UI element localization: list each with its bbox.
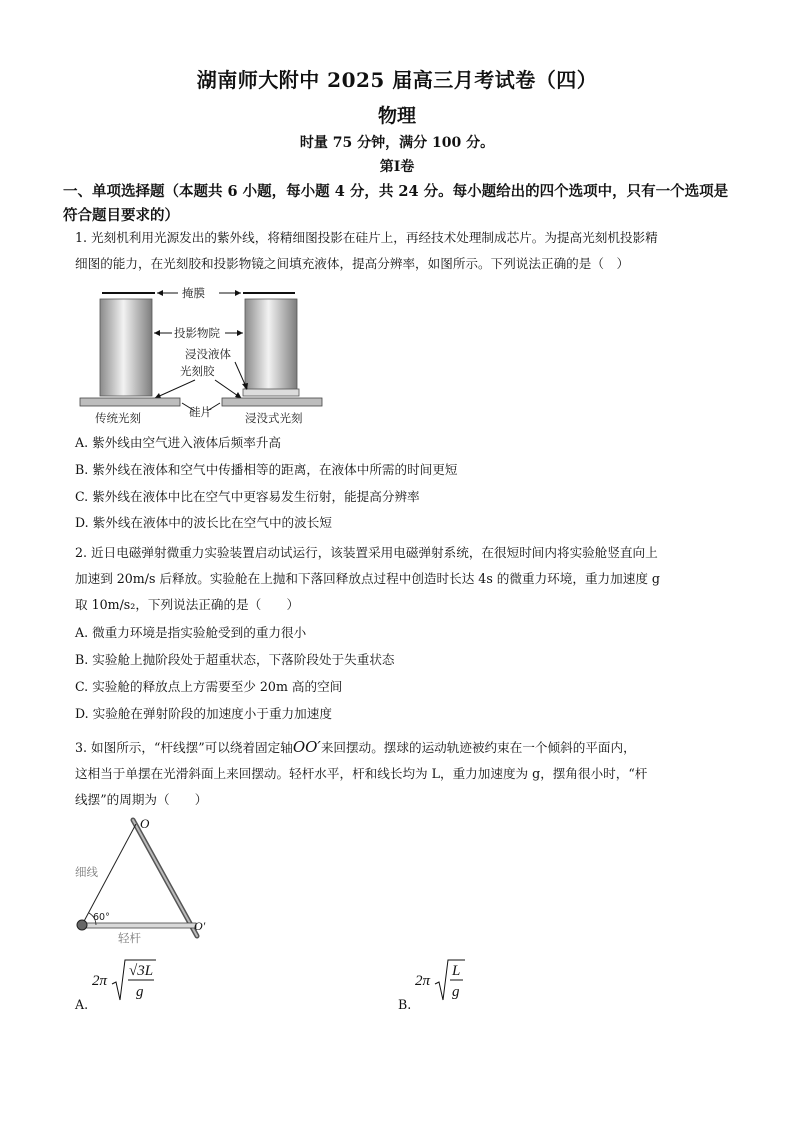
q3-option-b-label: B. [398, 997, 412, 1012]
q2-stem-line-2: 加速到 20m/s 后释放。实验舱在上抛和下落回释放点过程中创造时长达 4s 的微重力环境，重力加速度 g [75, 571, 660, 586]
question-1-stem [75, 225, 735, 277]
lithography-figure [75, 285, 330, 430]
q1-stem-line-1: 1. 光刻机利用光源发出的紫外线，将精细图投影在硅片上，再经技术处理制成芯片。为提高光刻机投影精 [75, 230, 658, 245]
q1-option-b: B. 紫外线在液体和空气中传播相等的距离，在液体中所需的时间更短 [75, 462, 458, 477]
q2-option-b: B. 实验舱上抛阶段处于超重状态，下落阶段处于失重状态 [75, 652, 395, 667]
pendulum-ball [77, 920, 87, 930]
label-liquid: 浸没液体 [185, 347, 231, 361]
question-3-stem [75, 734, 735, 813]
label-mask: 掩膜 [182, 286, 205, 300]
label-rod: 轻杆 [118, 931, 141, 945]
volume-label: 第Ⅰ卷 [379, 159, 415, 175]
label-immersion: 浸没式光刻 [245, 411, 303, 425]
wafer-right [222, 398, 322, 406]
immersion-liquid [243, 389, 299, 396]
q3-stem-line-1: 3. 如图所示，“杆线摆”可以绕着固定轴OO′来回摆动。摆球的运动轨迹被约束在一个倾斜的平面内， [75, 738, 636, 756]
q2-option-d: D. 实验舱在弹射阶段的加速度小于重力加速度 [75, 706, 332, 721]
q3-stem-line-3: 线摆”的周期为（ ） [75, 792, 208, 807]
question-2-stem [75, 540, 735, 618]
label-wafer: 硅片 [189, 405, 212, 419]
q3-option-a-formula [90, 956, 170, 1006]
label-traditional: 传统光刻 [95, 411, 141, 425]
formula-b-numerator: L [452, 963, 461, 979]
section-heading: 一、单项选择题（本题共 6 小题，每小题 4 分，共 24 分。每小题给出的四个选项中，只有一个选项是符合题目要求的） [63, 183, 729, 224]
q1-stem-line-2: 细图的能力，在光刻胶和投影物镜之间填充液体，提高分辨率，如图所示。下列说法正确的是（ ） [75, 256, 630, 271]
formula-b-prefix: 2π [415, 973, 431, 989]
subject-title: 物理 [377, 105, 416, 127]
pendulum-figure [70, 812, 220, 950]
q1-option-d: D. 紫外线在液体中的波长比在空气中的波长短 [75, 515, 332, 530]
label-resist: 光刻胶 [180, 364, 215, 378]
time-info: 时量 75 分钟，满分 100 分。 [299, 135, 495, 151]
q2-option-a: A. 微重力环境是指实验舱受到的重力很小 [75, 625, 307, 640]
formula-a-numerator: √3L [129, 963, 154, 979]
label-lens: 投影物院 [174, 326, 220, 340]
label-string: 细线 [75, 865, 98, 879]
formula-a-prefix: 2π [92, 973, 108, 989]
label-O: O [140, 816, 150, 831]
q1-option-c: C. 紫外线在液体中比在空气中更容易发生衍射，能提高分辨率 [75, 489, 420, 504]
q2-option-c: C. 实验舱的释放点上方需要至少 20m 高的空间 [75, 679, 343, 694]
label-angle: 60° [93, 912, 110, 923]
q3-option-b-formula [413, 956, 483, 1006]
light-rod [84, 923, 196, 928]
lens-right [245, 299, 297, 391]
q2-stem-line-3: 取 10m/s₂，下列说法正确的是（ ） [75, 597, 300, 612]
lens-left [100, 299, 152, 396]
q3-option-a-label: A. [75, 997, 89, 1012]
q1-option-a: A. 紫外线由空气进入液体后频率升高 [75, 435, 282, 450]
wafer-left [80, 398, 180, 406]
q2-stem-line-1: 2. 近日电磁弹射微重力实验装置启动试运行，该装置采用电磁弹射系统，在很短时间内将实验舱竖直向上 [75, 545, 658, 560]
exam-title: 湖南师大附中 2025 届高三月考试卷（四） [196, 68, 598, 92]
q3-stem-line-2: 这相当于单摆在光滑斜面上来回摆动。轻杆水平，杆和线长均为 L，重力加速度为 g，摆角很小时，“杆 [75, 766, 648, 781]
axis-symbol: OO′ [292, 738, 321, 756]
label-O-prime: O′ [194, 919, 206, 933]
formula-b-denominator: g [452, 984, 460, 1000]
formula-a-denominator: g [136, 984, 144, 1000]
